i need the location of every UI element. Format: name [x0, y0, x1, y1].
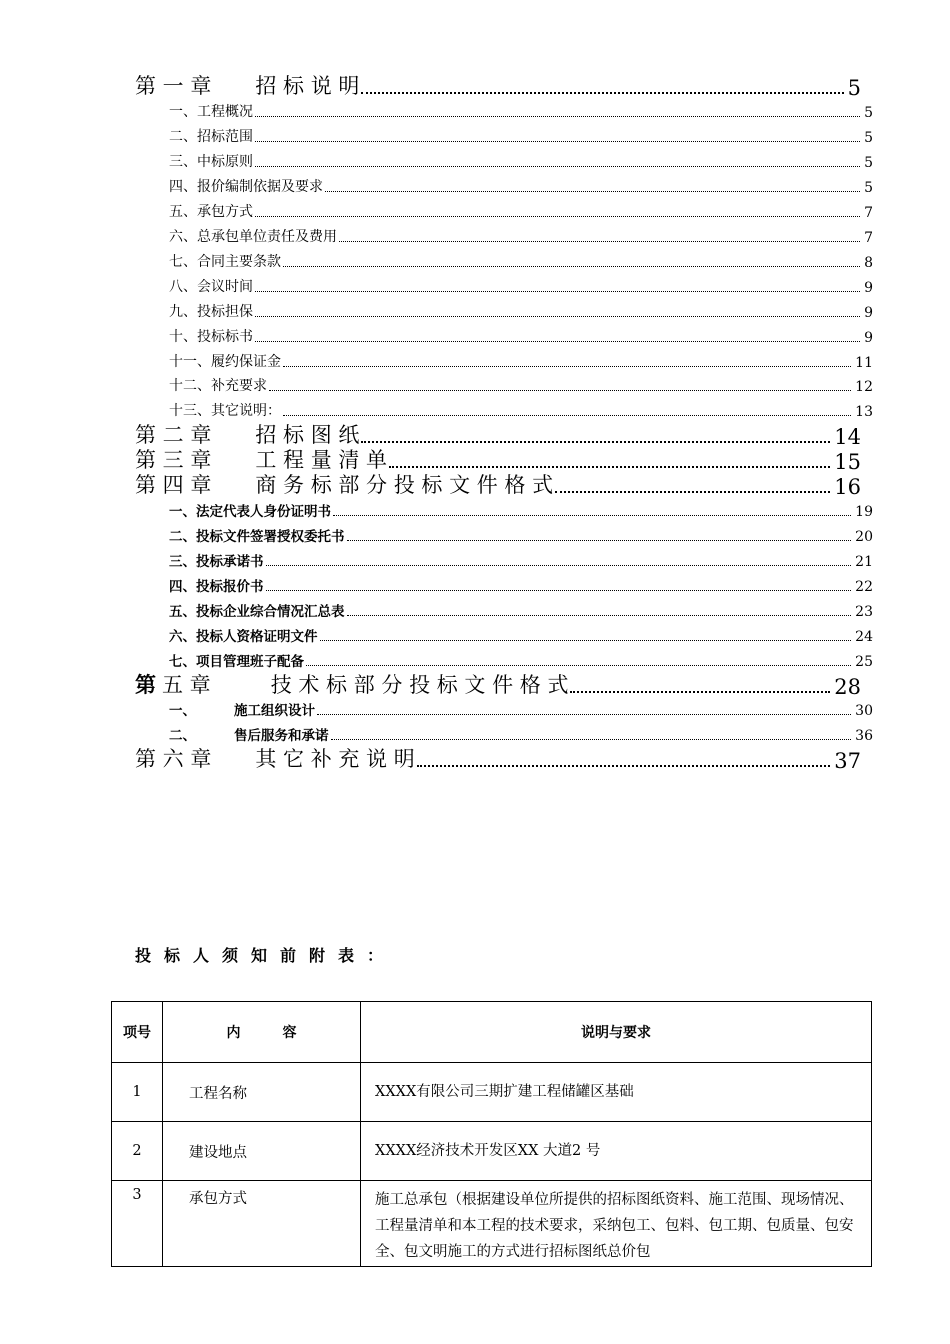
dot-leader [266, 590, 852, 591]
chapter-title: 招 标 说 明 [255, 74, 360, 98]
dot-leader [283, 266, 860, 267]
toc-item-label: 四、报价编制依据及要求 [169, 179, 323, 195]
dot-leader [331, 739, 852, 740]
toc-item[interactable] [169, 400, 873, 420]
toc-item[interactable] [169, 151, 873, 171]
dot-leader [269, 390, 851, 391]
toc-item[interactable] [169, 650, 873, 670]
toc-item[interactable] [169, 301, 873, 321]
toc-item[interactable] [169, 699, 873, 719]
toc-item-label: 七、项目管理班子配备 [169, 654, 304, 670]
cell-content: 工程名称 [163, 1063, 361, 1122]
toc-item[interactable] [169, 126, 873, 146]
toc-item-label: 九、投标担保 [169, 304, 253, 320]
cell-no: 3 [112, 1181, 163, 1267]
page-number: 23 [855, 604, 873, 620]
table-row [112, 1181, 872, 1267]
dot-leader [361, 92, 843, 94]
page-number: 20 [855, 529, 873, 545]
dot-leader [333, 515, 851, 516]
dot-leader [347, 615, 852, 616]
toc-item[interactable] [169, 575, 873, 595]
toc-item-label: 五、承包方式 [169, 204, 253, 220]
page-number: 30 [855, 703, 873, 719]
page-number: 19 [855, 504, 873, 520]
page-number: 14 [834, 425, 861, 449]
chapter-number: 第 二 章 [135, 423, 212, 447]
toc-item[interactable] [169, 326, 873, 346]
page-number: 5 [864, 155, 873, 171]
dot-leader [389, 466, 830, 468]
dot-leader [255, 166, 860, 167]
page-number: 12 [855, 379, 873, 395]
toc-item-label: 二、招标范围 [169, 129, 253, 145]
dot-leader [255, 141, 860, 142]
page-number: 5 [864, 130, 873, 146]
toc-item-label: 十二、补充要求 [169, 378, 267, 394]
header-desc: 说明与要求 [361, 1002, 872, 1063]
cell-no: 2 [112, 1122, 163, 1181]
chapter-title: 工 程 量 清 单 [255, 448, 388, 472]
dot-leader [361, 441, 830, 443]
dot-leader [347, 540, 852, 541]
dot-leader [555, 491, 830, 493]
cell-desc: 施工总承包（根据建设单位所提供的招标图纸资料、施工范围、现场情况、工程量清单和本工程的技术要求，采纳包工、包料、包工期、包质量、包安全、包文明施工的方式进行招标图纸总价包 [361, 1181, 872, 1267]
toc-item[interactable] [169, 600, 873, 620]
toc-item[interactable] [169, 625, 873, 645]
toc-item-label: 七、合同主要条款 [169, 254, 281, 270]
page-number: 22 [855, 579, 873, 595]
chapter-title: 技 术 标 部 分 投 标 文 件 格 式 [270, 673, 569, 697]
cell-no: 1 [112, 1063, 163, 1122]
toc-item[interactable] [169, 176, 873, 196]
dot-leader [283, 415, 851, 416]
page-number: 37 [834, 749, 861, 773]
page-number: 21 [855, 554, 873, 570]
toc-item-index: 一、 [169, 703, 196, 719]
header-content: 内 容 [163, 1002, 361, 1063]
chapter-number-bold: 第 [135, 672, 156, 697]
dot-leader [317, 714, 851, 715]
page-number: 11 [855, 355, 873, 371]
chapter-number: 第 一 章 [135, 74, 212, 98]
toc-item-label: 六、投标人资格证明文件 [169, 629, 318, 645]
toc-chapter-2[interactable] [135, 423, 861, 449]
toc-item-label: 十、投标标书 [169, 329, 253, 345]
chapter-title: 招 标 图 纸 [255, 423, 360, 447]
toc-item-index: 二、 [169, 728, 196, 744]
chapter-title: 其 它 补 充 说 明 [255, 747, 415, 771]
dot-leader [266, 565, 852, 566]
toc-item-label: 二、投标文件签署授权委托书 [169, 529, 345, 545]
page-number: 7 [864, 205, 873, 221]
cell-desc: XXXX有限公司三期扩建工程储罐区基础 [361, 1063, 872, 1122]
page-number: 15 [834, 450, 861, 474]
dot-leader [339, 241, 860, 242]
requirements-table [111, 1001, 872, 1267]
page-number: 9 [864, 280, 873, 296]
dot-leader [255, 216, 860, 217]
toc-item-label: 八、会议时间 [169, 279, 253, 295]
chapter-number: 第 六 章 [135, 747, 212, 771]
dot-leader [255, 291, 860, 292]
toc-item-label: 十三、其它说明： [169, 403, 281, 419]
toc-item[interactable] [169, 101, 873, 121]
toc-item-label: 六、总承包单位责任及费用 [169, 229, 337, 245]
toc-item-label: 四、投标报价书 [169, 579, 264, 595]
toc-item-label: 三、投标承诺书 [169, 554, 264, 570]
page-number: 9 [864, 330, 873, 346]
page-number: 5 [864, 105, 873, 121]
appendix-heading: 投标人须知前附表： [135, 946, 397, 965]
toc-item-label: 十一、履约保证金 [169, 354, 281, 370]
dot-leader [325, 191, 860, 192]
toc-item[interactable] [169, 251, 873, 271]
page-number: 5 [847, 76, 861, 100]
toc-item[interactable] [169, 351, 873, 371]
page-number: 16 [834, 475, 861, 499]
toc-item-label: 五、投标企业综合情况汇总表 [169, 604, 345, 620]
toc-item[interactable] [169, 724, 873, 744]
dot-leader [570, 691, 830, 693]
toc-chapter-1[interactable] [135, 74, 861, 100]
page-number: 9 [864, 305, 873, 321]
cell-content: 承包方式 [163, 1181, 361, 1267]
toc-item-label: 一、工程概况 [169, 104, 253, 120]
toc-item[interactable] [169, 201, 873, 221]
toc-item[interactable] [169, 226, 873, 246]
dot-leader [320, 640, 852, 641]
toc-chapter-4[interactable] [135, 473, 861, 499]
page-number: 8 [864, 255, 873, 271]
table-row [112, 1063, 872, 1122]
table-header-row [112, 1002, 872, 1063]
chapter-title: 商 务 标 部 分 投 标 文 件 格 式 [255, 473, 554, 497]
page-number: 7 [864, 230, 873, 246]
header-no: 项号 [112, 1002, 163, 1063]
chapter-number: 第 三 章 [135, 448, 212, 472]
page-number: 24 [855, 629, 873, 645]
toc-item[interactable] [169, 375, 873, 395]
dot-leader [417, 765, 831, 767]
toc-item[interactable] [169, 550, 873, 570]
dot-leader [255, 341, 860, 342]
toc-item-label: 施工组织设计 [234, 703, 315, 719]
page-number: 13 [855, 404, 873, 420]
cell-content: 建设地点 [163, 1122, 361, 1181]
page-number: 28 [834, 675, 861, 699]
dot-leader [255, 316, 860, 317]
toc-item-label: 售后服务和承诺 [234, 728, 329, 744]
toc-chapter-6[interactable] [135, 747, 861, 773]
toc-chapter-5[interactable] [135, 673, 861, 699]
table-row [112, 1122, 872, 1181]
toc-item[interactable] [169, 525, 873, 545]
chapter-number: 五 章 [162, 673, 211, 697]
toc-item[interactable] [169, 276, 873, 296]
dot-leader [306, 665, 851, 666]
chapter-number: 第 四 章 [135, 473, 212, 497]
page-number: 25 [855, 654, 873, 670]
page-number: 5 [864, 180, 873, 196]
toc-item-label: 一、法定代表人身份证明书 [169, 504, 331, 520]
cell-desc: XXXX经济技术开发区XX 大道2 号 [361, 1122, 872, 1181]
dot-leader [283, 366, 851, 367]
dot-leader [255, 116, 860, 117]
toc-item-label: 三、中标原则 [169, 154, 253, 170]
page-number: 36 [855, 728, 873, 744]
toc-item[interactable] [169, 500, 873, 520]
